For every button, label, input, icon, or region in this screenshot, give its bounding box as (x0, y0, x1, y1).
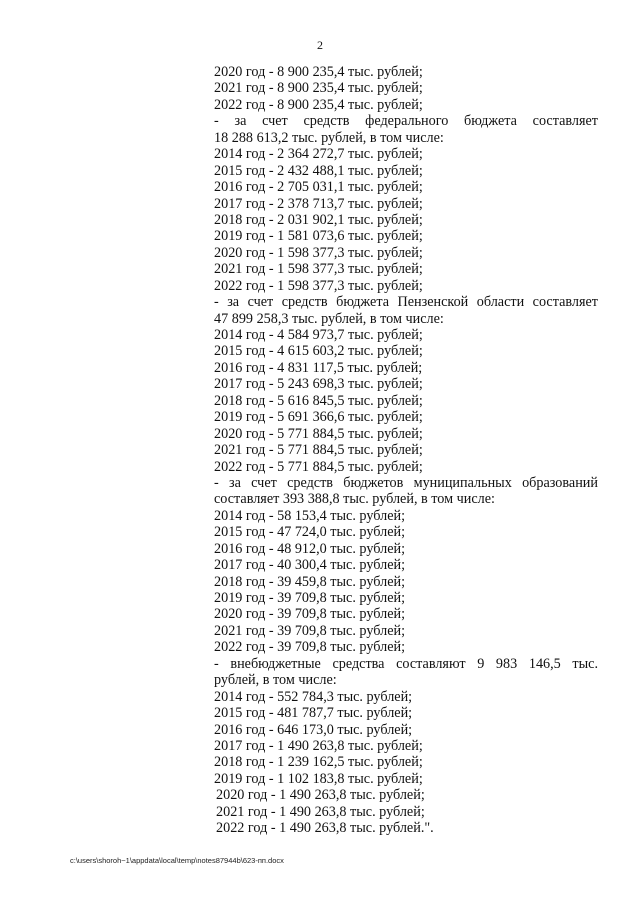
text-line: 47 899 258,3 тыс. рублей, в том числе: (214, 310, 444, 327)
text-line: 2017 год - 1 490 263,8 тыс. рублей; (214, 737, 423, 754)
text-line: - за счет средств федерального бюджета составляет (214, 113, 598, 130)
text-line: 2020 год - 1 598 377,3 тыс. рублей; (214, 244, 423, 261)
text-line: 2022 год - 39 709,8 тыс. рублей; (214, 639, 406, 656)
text-line: 2020 год - 1 490 263,8 тыс. рублей; (216, 787, 425, 804)
text-line: 2019 год - 1 581 073,6 тыс. рублей; (214, 228, 423, 245)
text-line: 2022 год - 5 771 884,5 тыс. рублей; (214, 458, 423, 475)
text-line: 2019 год - 5 691 366,6 тыс. рублей; (214, 409, 423, 426)
document-body (214, 64, 598, 837)
text-line: 2016 год - 2 705 031,1 тыс. рублей; (214, 179, 423, 196)
text-line: рублей, в том числе: (214, 672, 337, 689)
text-line: 2014 год - 552 784,3 тыс. рублей; (214, 688, 413, 705)
text-line: 2021 год - 8 900 235,4 тыс. рублей; (214, 80, 423, 97)
text-line: 2019 год - 1 102 183,8 тыс. рублей; (214, 770, 423, 787)
text-line: - внебюджетные средства составляют 9 983 146,5 тыс. (214, 655, 598, 672)
text-line: 2021 год - 39 709,8 тыс. рублей; (214, 622, 406, 639)
text-line: 2020 год - 39 709,8 тыс. рублей; (214, 606, 406, 623)
text-line: 2015 год - 2 432 488,1 тыс. рублей; (214, 162, 423, 179)
text-line: составляет 393 388,8 тыс. рублей, в том числе: (214, 491, 495, 508)
text-line: - за счет средств бюджета Пензенской области составляет (214, 294, 598, 311)
text-line: 2017 год - 40 300,4 тыс. рублей; (214, 557, 406, 574)
text-line: 2014 год - 2 364 272,7 тыс. рублей; (214, 146, 423, 163)
text-line: 2016 год - 48 912,0 тыс. рублей; (214, 540, 406, 557)
text-line: 2015 год - 481 787,7 тыс. рублей; (214, 705, 413, 722)
text-line: 2015 год - 47 724,0 тыс. рублей; (214, 524, 406, 541)
text-line: 2016 год - 4 831 117,5 тыс. рублей; (214, 359, 423, 376)
text-line: 2021 год - 5 771 884,5 тыс. рублей; (214, 442, 423, 459)
text-line: 2018 год - 2 031 902,1 тыс. рублей; (214, 211, 423, 228)
page-number: 2 (317, 38, 323, 52)
text-line: 2018 год - 1 239 162,5 тыс. рублей; (214, 754, 423, 771)
text-line: 2021 год - 1 490 263,8 тыс. рублей; (216, 803, 425, 820)
text-line: 2017 год - 5 243 698,3 тыс. рублей; (214, 376, 423, 393)
text-line: 2022 год - 8 900 235,4 тыс. рублей; (214, 96, 423, 113)
text-line: 2020 год - 8 900 235,4 тыс. рублей; (214, 64, 423, 80)
text-line: 2020 год - 5 771 884,5 тыс. рублей; (214, 425, 423, 442)
text-line: 2016 год - 646 173,0 тыс. рублей; (214, 721, 413, 738)
text-line: 2021 год - 1 598 377,3 тыс. рублей; (214, 261, 423, 278)
text-line: 2014 год - 4 584 973,7 тыс. рублей; (214, 327, 423, 343)
text-line: 2018 год - 39 459,8 тыс. рублей; (214, 573, 406, 590)
text-line: 2015 год - 4 615 603,2 тыс. рублей; (214, 343, 423, 360)
text-line: 2022 год - 1 490 263,8 тыс. рублей.". (216, 820, 434, 837)
text-line: - за счет средств бюджетов муниципальных образований (214, 474, 598, 491)
text-line: 2022 год - 1 598 377,3 тыс. рублей; (214, 277, 423, 294)
text-line: 2017 год - 2 378 713,7 тыс. рублей; (214, 195, 423, 212)
text-line: 18 288 613,2 тыс. рублей, в том числе: (214, 129, 444, 146)
text-line: 2019 год - 39 709,8 тыс. рублей; (214, 590, 406, 606)
text-line: 2014 год - 58 153,4 тыс. рублей; (214, 507, 406, 524)
text-line: 2018 год - 5 616 845,5 тыс. рублей; (214, 392, 423, 409)
footer-file-path: c:\users\shoroh~1\appdata\local\temp\notes87944b\623-пп.docx (70, 856, 284, 865)
